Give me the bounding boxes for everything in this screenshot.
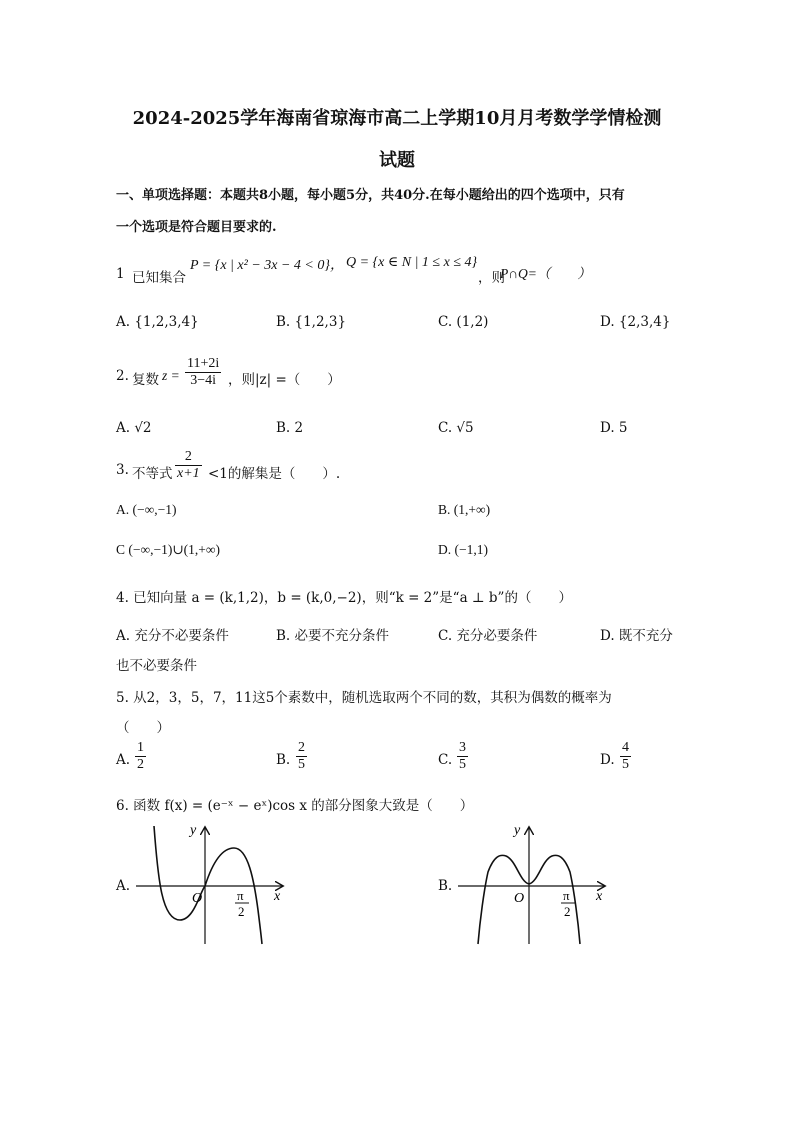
q5-option-b-label: B.: [276, 752, 291, 768]
q1-option-b: B. {1,2,3}: [276, 314, 347, 330]
q1-option-d: D. {2,3,4}: [600, 314, 671, 330]
q1-number: 1: [116, 266, 125, 282]
section-heading-line1: 一、单项选择题：本题共8小题，每小题5分，共40分.在每小题给出的四个选项中，只有: [116, 188, 625, 203]
q3-option-c: C (−∞,−1)∪(1,+∞): [116, 542, 221, 557]
q5-option-b-den: 5: [298, 757, 305, 773]
curve: [154, 826, 262, 944]
q2-suffix: ，则|z| =（ ）: [228, 372, 341, 388]
q5-option-a-fraction: [135, 740, 146, 773]
two-label: 2: [564, 904, 571, 919]
y-label: y: [190, 823, 197, 838]
q5-option-d-den: 5: [622, 757, 629, 773]
origin-label: O: [514, 891, 525, 906]
page-title-line2: 试题: [379, 150, 415, 171]
x-label: x: [274, 889, 281, 904]
q4-option-a: A. 充分不必要条件: [116, 628, 229, 644]
q2-option-b: B. 2: [276, 420, 304, 436]
q2-prefix: 复数: [132, 372, 159, 388]
q2-fraction: [185, 356, 221, 389]
pi-label: π: [563, 888, 570, 903]
q3-option-d: D. (−1,1): [438, 542, 488, 557]
q1-option-a: A. {1,2,3,4}: [116, 314, 199, 330]
origin-label: O: [192, 891, 203, 906]
q5-stem: 5. 从2，3，5，7，11这5个素数中，随机选取两个不同的数，其积为偶数的概率为: [116, 690, 612, 706]
q3-number: 3.: [116, 462, 129, 478]
q4-option-c: C. 充分必要条件: [438, 628, 538, 644]
q1-set-q: Q = {x ∈ N | 1 ≤ x ≤ 4}: [346, 255, 478, 270]
x-label: x: [596, 889, 603, 904]
q4-stem: 4. 已知向量 a = (k,1,2)，b = (k,0,−2)，则“k = 2”是“a ⊥ b”的（ ）: [116, 590, 572, 606]
q5-option-d-num: 4: [622, 740, 629, 755]
q2-option-d: D. 5: [600, 420, 628, 436]
q2-option-a: A. √2: [116, 420, 152, 436]
q3-option-b: B. (1,+∞): [438, 502, 491, 517]
q2-option-c: C. √5: [438, 420, 474, 436]
q3-suffix: <1的解集是（ ）.: [208, 466, 341, 482]
q2-fraction-denominator: 3−4i: [185, 372, 221, 389]
q5-option-b-fraction: [296, 740, 307, 773]
q5-paren: （ ）: [116, 720, 170, 736]
q5-option-c-label: C.: [438, 752, 453, 768]
q6-option-a-label: A.: [116, 878, 131, 894]
q6-option-a-graph: [132, 820, 292, 948]
q4-option-b: B. 必要不充分条件: [276, 628, 390, 644]
q3-prefix: 不等式: [132, 466, 173, 482]
q3-fraction: [175, 449, 202, 482]
q5-option-d-label: D.: [600, 752, 615, 768]
section-heading-line2: 一个选项是符合题目要求的.: [116, 220, 277, 235]
q2-fraction-numerator: 11+2i: [187, 356, 220, 371]
two-label: 2: [238, 904, 245, 919]
q2-z: z =: [162, 368, 180, 383]
q4-option-d: D. 既不充分: [600, 628, 673, 644]
q1-option-c: C. (1,2): [438, 314, 489, 330]
y-label: y: [514, 823, 521, 838]
q5-option-a-den: 2: [137, 757, 144, 773]
q1-expr: P∩Q=（ ）: [500, 266, 591, 281]
q6-option-b-label: B.: [438, 878, 453, 894]
q1-then: ，则: [478, 270, 505, 286]
q5-option-c-den: 5: [459, 757, 466, 773]
q3-fraction-numerator: 2: [184, 449, 192, 464]
q5-option-a-label: A.: [116, 752, 131, 768]
q5-option-a-num: 1: [137, 740, 144, 755]
q4-option-d-wrap: 也不必要条件: [116, 658, 197, 674]
q6-option-b-graph: [454, 820, 614, 948]
q1-prefix: 已知集合: [132, 270, 186, 286]
q3-fraction-denominator: x+1: [177, 466, 200, 482]
q5-option-b-num: 2: [298, 740, 305, 755]
q5-option-d-fraction: [620, 740, 631, 773]
q1-set-p: P = {x | x² − 3x − 4 < 0}，: [190, 258, 344, 273]
q6-stem: 6. 函数 f(x) = (e⁻ˣ − eˣ)cos x 的部分图象大致是（ ）: [116, 798, 474, 814]
pi-label: π: [237, 888, 244, 903]
q3-option-a: A. (−∞,−1): [116, 502, 177, 517]
q2-number: 2.: [116, 368, 129, 384]
q5-option-c-fraction: [457, 740, 468, 773]
q5-option-c-num: 3: [459, 740, 466, 755]
page-title-line1: 2024-2025学年海南省琼海市高二上学期10月月考数学学情检测: [132, 108, 662, 129]
